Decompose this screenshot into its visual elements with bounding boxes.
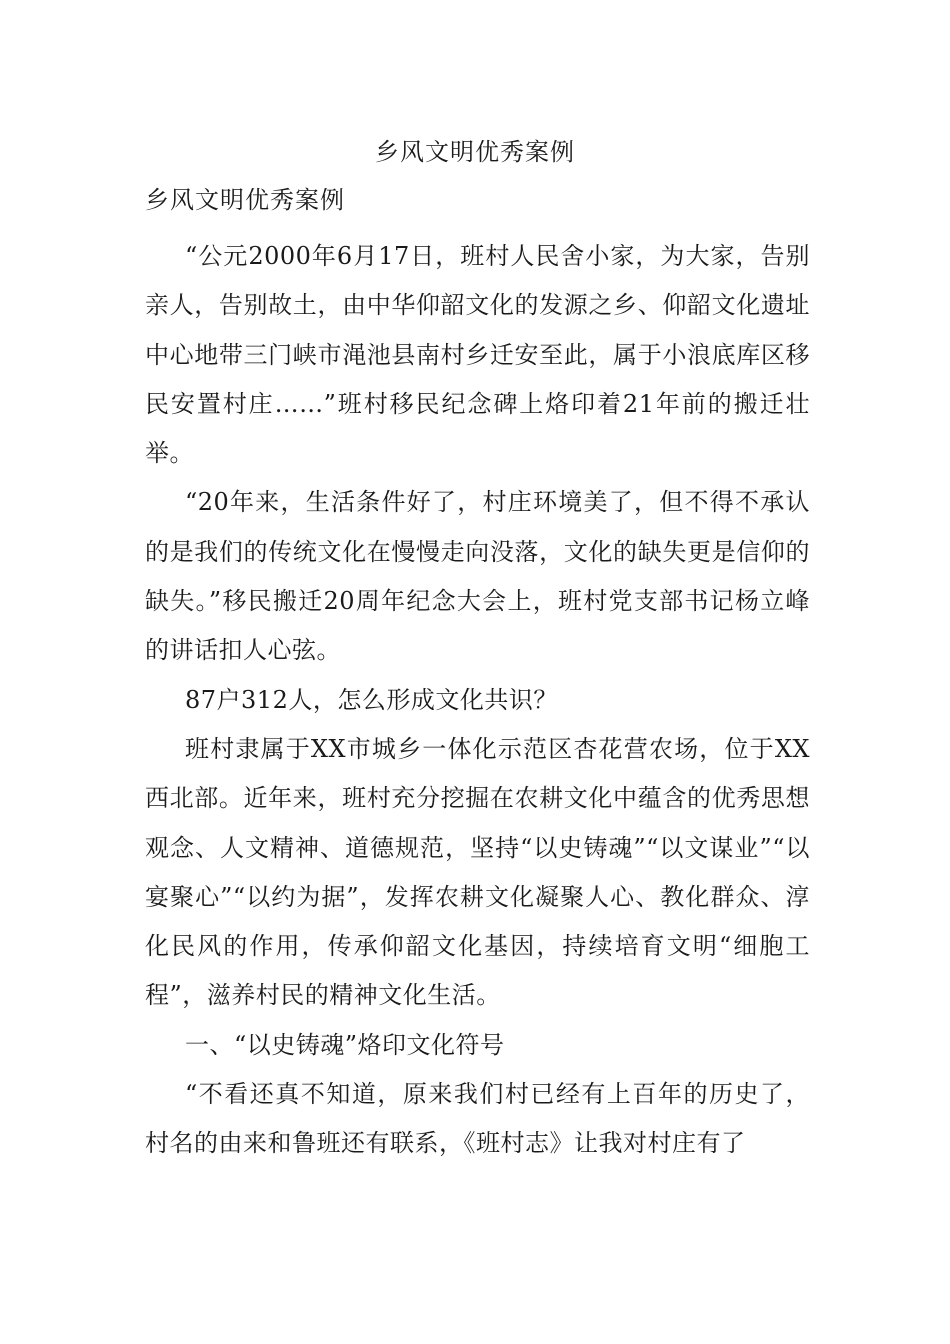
paragraph-twenty-years: “20年来，生活条件好了，村庄环境美了，但不得不承认的是我们的传统文化在慢慢走向没落，文化的缺失更是信仰的缺失。”移民搬迁20周年纪念大会上，班村党支部书记杨立峰的讲话扣人心弦。 [145,488,810,665]
paragraph-village-history: “不看还真不知道，原来我们村已经有上百年的历史了，村名的由来和鲁班还有联系，《班村志》让我对村庄有了 [145,1080,810,1158]
paragraph-relocation-monument: “公元2000年6月17日，班村人民舍小家，为大家，告别亲人，告别故土，由中华仰韶文化的发源之乡、仰韶文化遗址中心地带三门峡市渑池县南村乡迁安至此，属于小浪底库区移民安置村庄……”班村移民纪念碑上烙印着21年前的搬迁壮举。 [145,242,810,468]
paragraph-question: 87户312人，怎么形成文化共识？ [185,685,558,714]
document-subtitle: 乡风文明优秀案例 [145,186,345,214]
document-title: 乡风文明优秀案例 [375,138,575,166]
document-body [145,232,810,1169]
paragraph-village-intro: 班村隶属于XX市城乡一体化示范区杏花营农场，位于XX西北部。近年来，班村充分挖掘在农耕文化中蕴含的优秀思想观念、人文精神、道德规范，坚持“以史铸魂”“以文谋业”“以宴聚心”“以约为据”，发挥农耕文化凝聚人心、教化群众、淳化民风的作用，传承仰韶文化基因，持续培育文明“细胞工程”，滋养村民的精神文化生活。 [145,734,810,1010]
section-heading-1: 一、“以史铸魂”烙印文化符号 [185,1030,505,1059]
